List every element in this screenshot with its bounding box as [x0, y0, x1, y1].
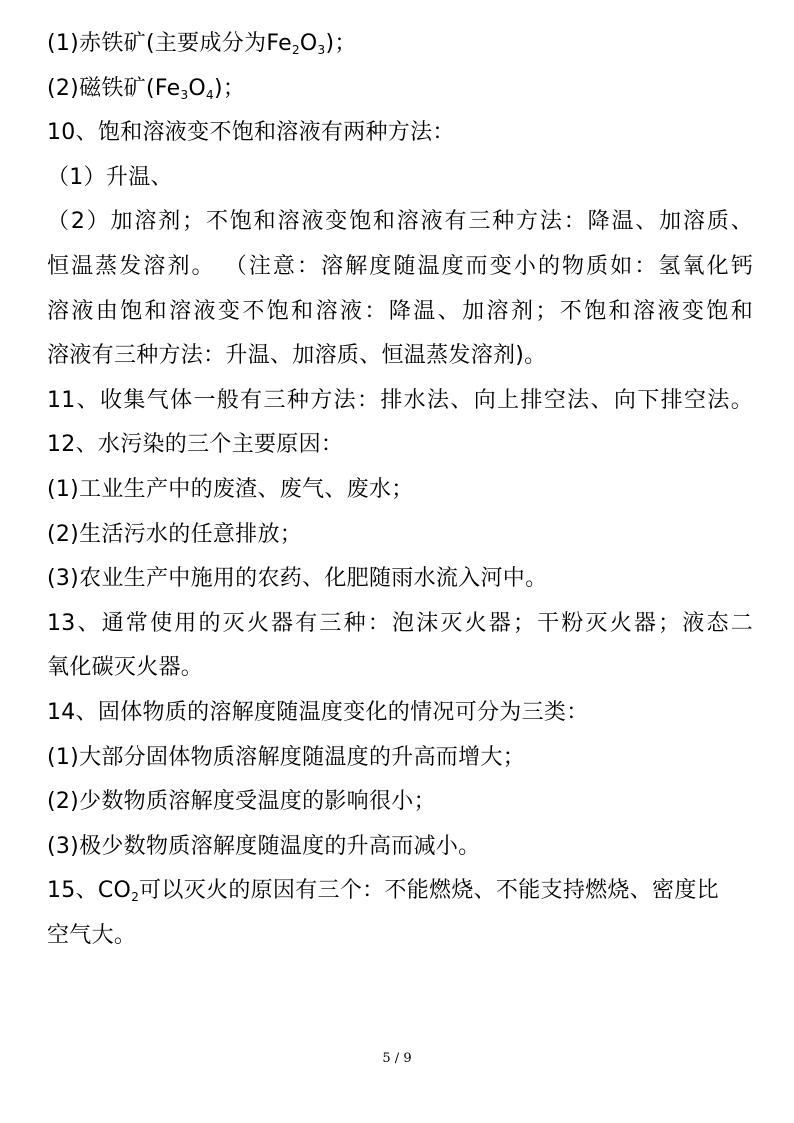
- text-run: O: [299, 31, 318, 56]
- page-number: 5 / 9: [382, 1051, 412, 1066]
- document-body: [47, 22, 753, 958]
- text-line: 溶液由饱和溶液变不饱和溶液：降温、加溶剂；不饱和溶液变饱和: [47, 298, 753, 324]
- text-line: (1)大部分固体物质溶解度随温度的升高而增大；: [47, 744, 526, 770]
- text-run: 15、CO: [47, 878, 132, 904]
- text-line: 溶液有三种方法：升温、加溶质、恒温蒸发溶剂)。: [47, 343, 547, 369]
- subscript: 4: [206, 87, 214, 102]
- text-line: 空气大。: [47, 922, 137, 948]
- subscript: 2: [291, 43, 300, 57]
- text-run: )；: [213, 75, 246, 101]
- text-line: （2）加溶剂；不饱和溶液变饱和溶液有三种方法：降温、加溶质、: [47, 209, 753, 235]
- text-line: 氧化碳灭火器。: [47, 655, 204, 681]
- section-heading-10: 10、饱和溶液变不饱和溶液有两种方法：: [47, 120, 455, 146]
- text-line: (2)少数物质溶解度受温度的影响很小；: [47, 789, 436, 815]
- section-heading-11: 11、收集气体一般有三种方法：排水法、向上排空法、向下排空法。: [47, 387, 753, 413]
- text-run: (1)赤铁矿(主要成分为Fe: [47, 31, 292, 56]
- subscript: 3: [317, 43, 326, 57]
- text-line: (1)工业生产中的废渣、废气、废水；: [47, 476, 414, 502]
- section-heading-13: 13、通常使用的灭火器有三种：泡沫灭火器；干粉灭火器；液态二: [47, 610, 753, 636]
- text-line-hematite: [47, 22, 753, 67]
- text-run: O: [188, 75, 206, 101]
- text-line-magnetite: [47, 67, 753, 112]
- text-line: 恒温蒸发溶剂。 （注意：溶解度随温度而变小的物质如：氢氧化钙: [47, 253, 753, 279]
- section-heading-12: 12、水污染的三个主要原因：: [47, 432, 344, 458]
- section-heading-14: 14、固体物质的溶解度随温度变化的情况可分为三类：: [47, 699, 589, 725]
- text-line: （1）升温、: [47, 164, 173, 190]
- text-line: (3)极少数物质溶解度随温度的升高而减小。: [47, 833, 481, 859]
- text-run: (2)磁铁矿(Fe: [47, 75, 181, 101]
- subscript: 3: [180, 87, 189, 102]
- text-run: )；: [325, 31, 357, 56]
- text-line: (2)生活污水的任意排放；: [47, 521, 303, 547]
- subscript: 2: [131, 890, 140, 905]
- text-run: 可以灭火的原因有三个：不能燃烧、不能支持燃烧、密度比: [139, 878, 719, 904]
- section-heading-15: [47, 869, 753, 914]
- text-line: (3)农业生产中施用的农药、化肥随雨水流入河中。: [47, 566, 548, 592]
